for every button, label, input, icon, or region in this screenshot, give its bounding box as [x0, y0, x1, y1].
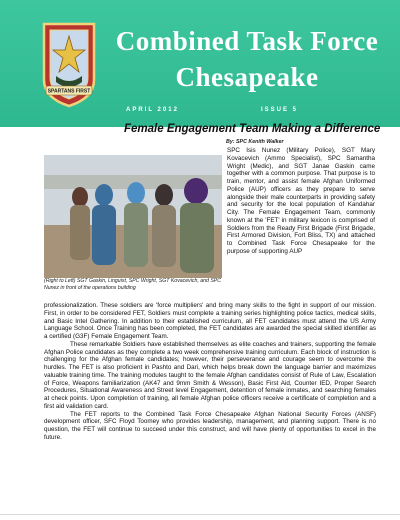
unit-crest-icon — [40, 20, 98, 108]
article-byline: By: SPC Kenith Walker — [226, 139, 284, 145]
newsletter-title-line-1: Combined Task Force — [115, 26, 379, 56]
team-photo — [44, 155, 222, 278]
newsletter-title-line-2: Chesapeake — [175, 62, 319, 92]
article-paragraph: These remarkable Soldiers have established themselves as elite coaches and trainers, supporting the female Afghan Police candidates as they complete a two week comprehensive training curriculum. Each block of instruction is challenging for the Afghan female candidates; however, their perseverance and courage seem to overcome the hurdles. The FET is also proficient in Pashto and Dari, which helps break down the language barrier and maximizes valuable training time. The training modules taught to the female Afghan candidates consist of Rule of Law, Escalation of Force, Weapons familiarization (AK47 and 9mm Smith & Wesson), Basic First Aid, Counter IED, Proper Search Procedures, Situational Awareness and Street level Engagement, detention of female inmates, and searching females at check points. Upon completion of training, all female Afghan police officers receive a certificate of completion and a first aid validation card. — [44, 340, 376, 410]
svg-text:SPARTANS FIRST: SPARTANS FIRST — [47, 88, 91, 95]
soldier-figure — [70, 187, 90, 260]
soldier-figure — [152, 184, 176, 267]
soldier-figure — [124, 182, 148, 267]
issue-date: APRIL 2012 — [126, 107, 179, 113]
article-headline: Female Engagement Team Making a Difference — [124, 123, 381, 135]
issue-bar — [126, 105, 376, 117]
article-body — [44, 302, 376, 442]
photo-caption: (Right to Left) SGT Gaskin, Linguist, SPC Wright, SGT Kovacevich, and SPC Nunez in front of the operations building — [44, 278, 222, 291]
article-paragraph: The FET reports to the Combined Task Force Chesapeake Afghan National Security Forces (ANSF) development officer, SFC Floyd Toomey who provides leadership, management, and planning support. There is no question, the FET will continue to succeed under this construct, and will have plenty of opportunities to excel in the future. — [44, 410, 376, 441]
article-paragraph: professionalization. These soldiers are 'force multipliers' and bring many skills to the fight in support of our mission. First, in order to be considered FET, Soldiers must complete a training series highlighting police tactics, medical skills, and Basic Intel Gathering. In addition to their established curriculum, all FET candidates must attend the US Army Language School. Once Training has been completed, the FET candidates are awarded the special skilled identifier as a certified (G3F) Female Engagement Team. — [44, 302, 376, 340]
soldier-figure — [92, 184, 116, 265]
article-column-right — [227, 147, 375, 256]
masthead — [0, 0, 400, 127]
article-paragraph: SPC Isis Nunez (Military Police), SGT Mary Kovacevich (Ammo Specialist), SPC Samantha Wright (Medic), and SGT Janae Gaskin came together with a common purpose. That purpose is to train, mentor, and assist female Afghan Uniformed Police (AUP) officers as they prepare to serve alongside their male counterparts in providing safety and security for the local population of Kandahar City. The Female Engagement Team, commonly known at the 'FET' in military lexicon is comprised of Soldiers from the Ready First Brigade (First Brigade, First Armored Division, Fort Bliss, TX) and attached to Combined Task Force Chesapeake for the purpose of supporting AUP — [227, 147, 375, 255]
issue-number: ISSUE 5 — [261, 107, 299, 113]
page-divider — [0, 514, 400, 515]
